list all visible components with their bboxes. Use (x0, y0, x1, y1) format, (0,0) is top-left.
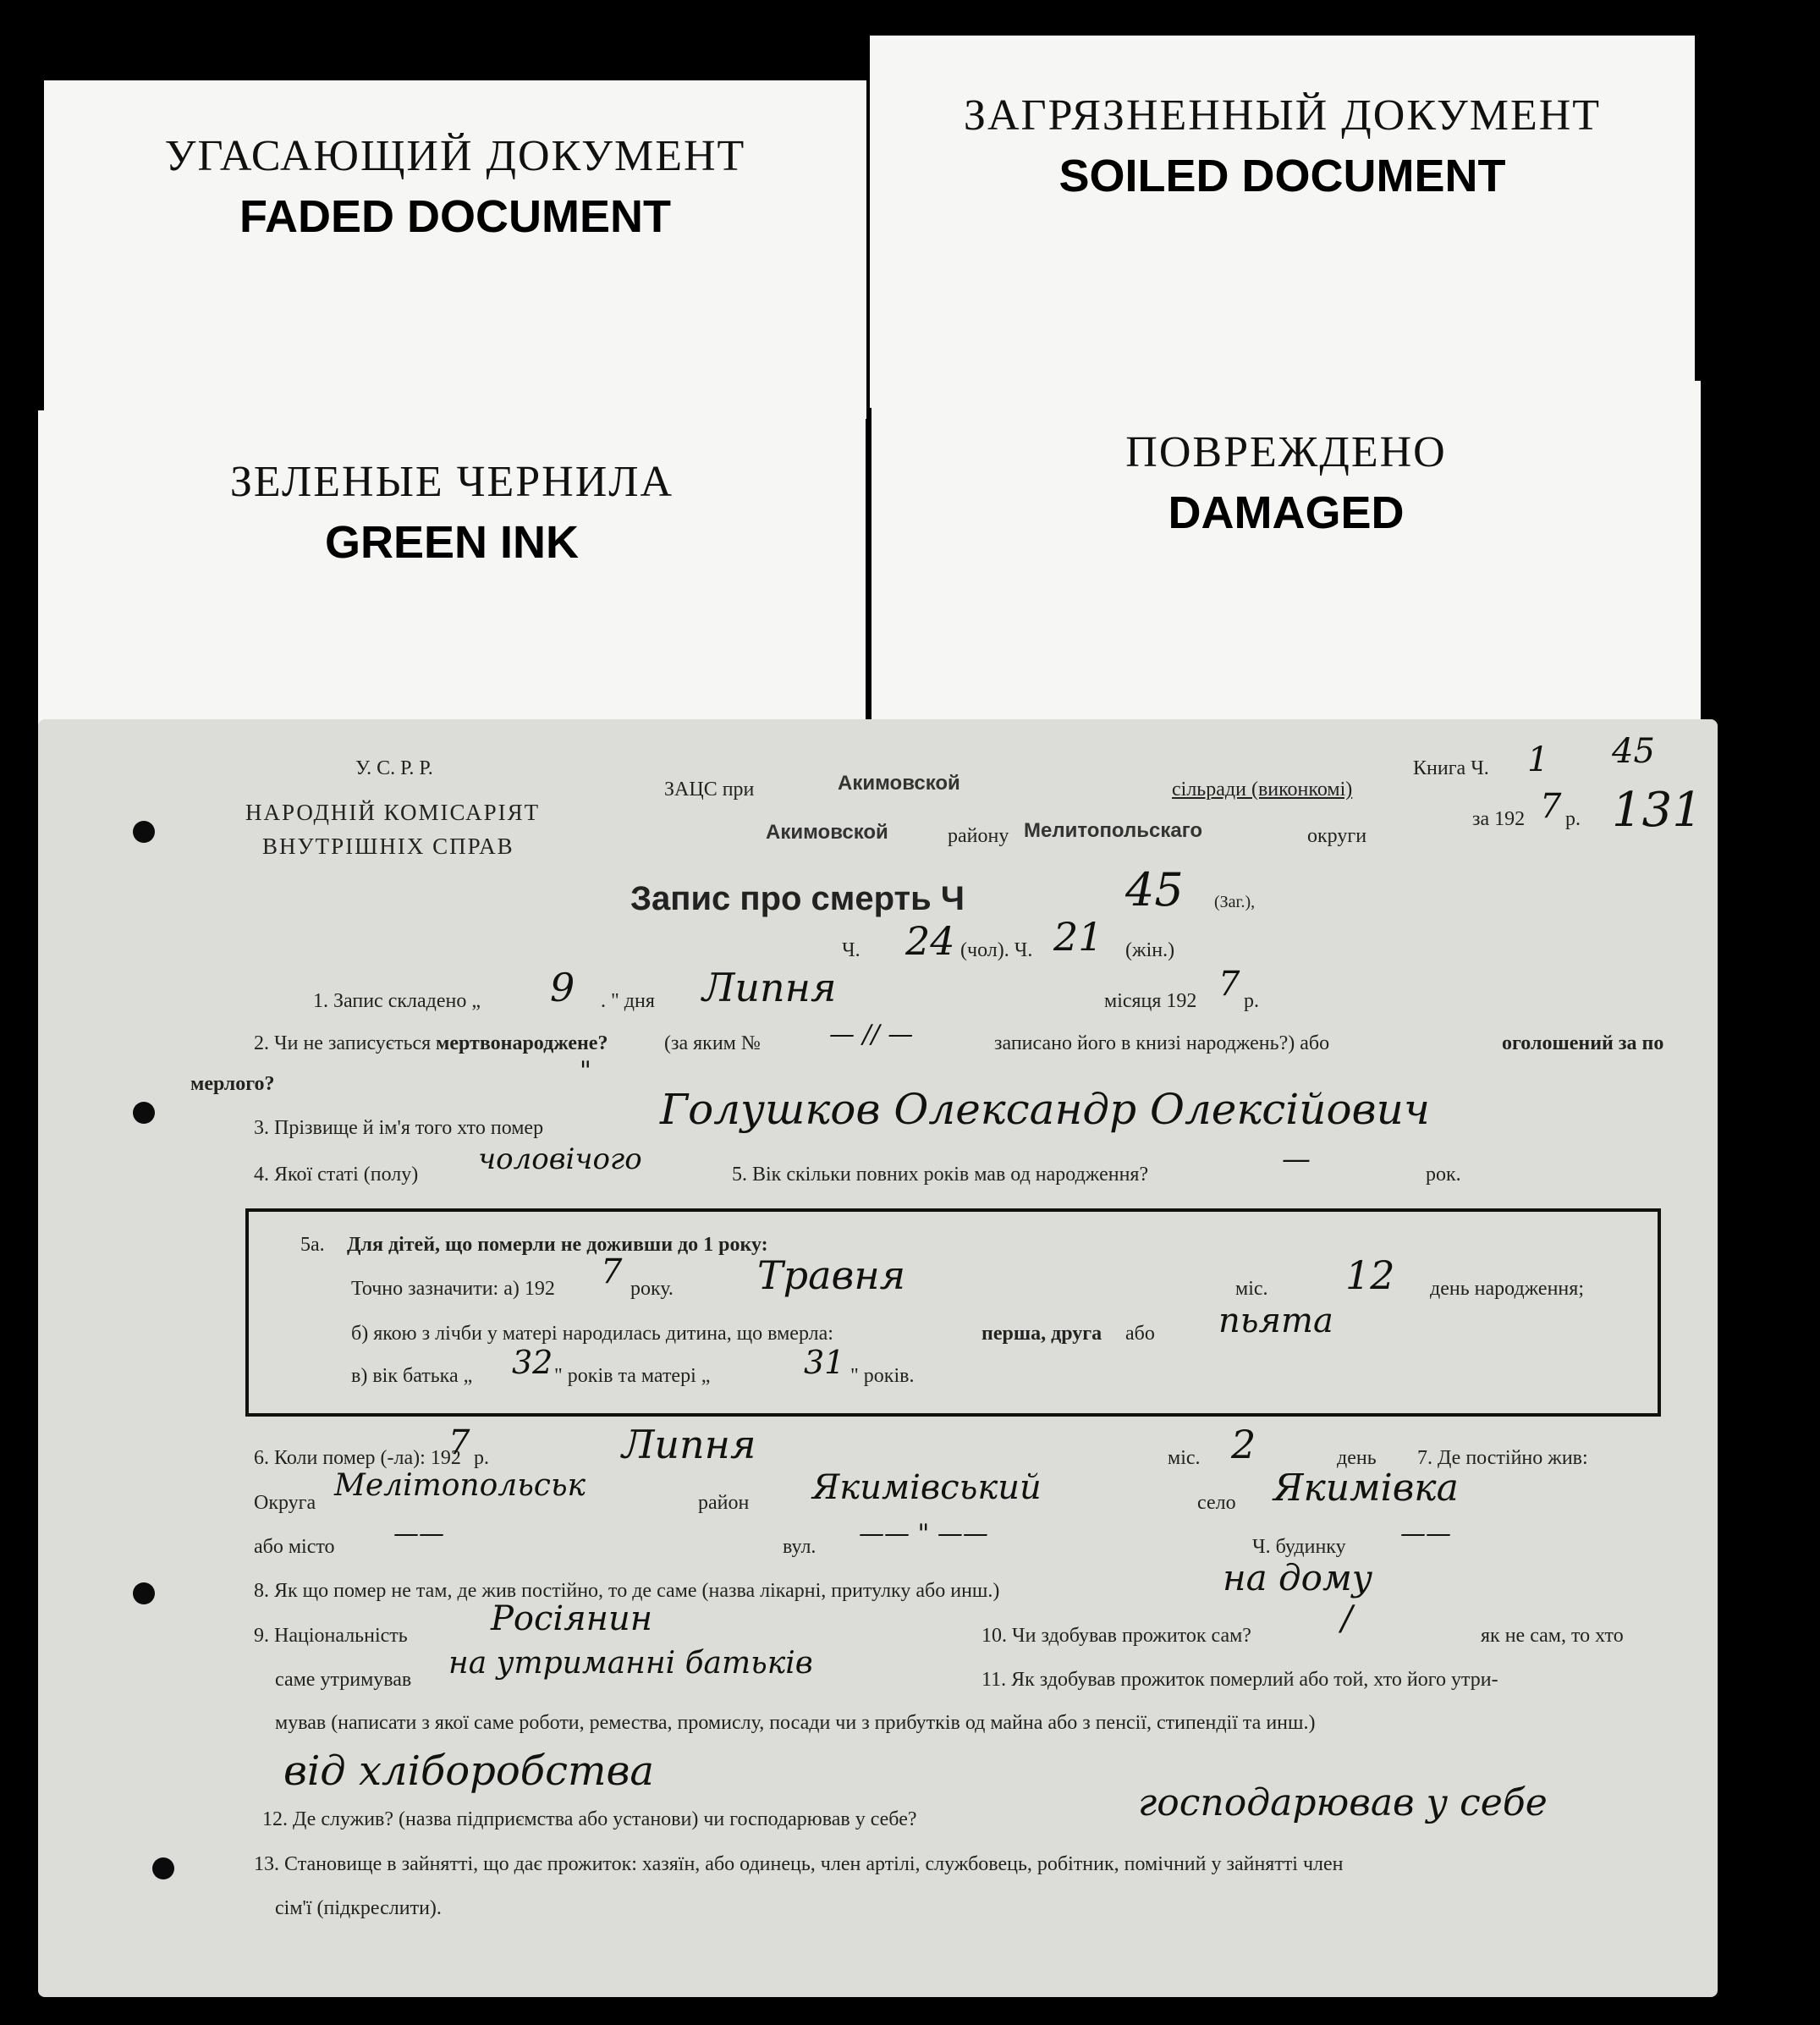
stamp-village: Акимовской (838, 772, 960, 795)
f11-value: від хліборобства (283, 1747, 655, 1795)
f5a-c-father: 32 (512, 1344, 553, 1381)
label-card-damaged (872, 381, 1701, 736)
label-card-green-ink (38, 410, 866, 732)
f5a-b-value: пьята (1218, 1301, 1333, 1340)
f6-year-suffix: р. (474, 1447, 489, 1469)
f5a-a-label: Точно зазначити: а) 192 (351, 1278, 555, 1300)
f3-label: 3. Прізвище й ім'я того хто помер (254, 1117, 544, 1139)
f7-label: 7. Де постійно жив: (1417, 1447, 1588, 1469)
header-commissariat-2: ВНУТРІШНІХ СПРАВ (262, 834, 514, 859)
f5a-a-month: Травня (757, 1252, 906, 1298)
punch-hole (133, 1582, 155, 1604)
f11-label-b: мував (написати з якої саме роботи, ремества, промислу, посади чи з прибутків од майна або з пенсії, стипендії та инш.) (275, 1712, 1316, 1734)
f6-label: 6. Коли помер (-ла): 192 (254, 1447, 461, 1469)
f5-label: 5. Вік скільки повних років мав од народження? (732, 1164, 1149, 1186)
f11-label: 11. Як здобував прожиток померлий або той, хто його утри- (981, 1669, 1498, 1691)
f5a-c-mid: " років та матері „ (554, 1365, 711, 1387)
f5a-a-day-label: день народження; (1430, 1278, 1584, 1300)
label-card-soiled (870, 36, 1695, 408)
f1-day: 9 (550, 965, 575, 1010)
f2-label-c: (за яким № (664, 1032, 761, 1054)
f2-label-e: оголошений за по (1502, 1032, 1664, 1054)
f1-month: Липня (702, 965, 837, 1010)
death-record-form (38, 719, 1718, 1997)
f5a-c-label: в) вік батька „ (351, 1365, 473, 1387)
f4-value: чоловічого (478, 1142, 642, 1176)
f10-label: 10. Чи здобував прожиток сам? (981, 1625, 1251, 1647)
punch-hole (133, 821, 155, 843)
f5-value: — (1282, 1142, 1311, 1176)
book-number-2: 45 (1612, 732, 1655, 771)
f5a-b-label: б) якою з лічби у матері народилась дитина, що вмерла: (351, 1323, 833, 1345)
card-green-en: GREEN INK (324, 517, 580, 568)
f5a-a-mis: міс. (1235, 1278, 1268, 1300)
f10-supporter-label: саме утримував (275, 1669, 412, 1691)
f1-year-digit: 7 (1218, 965, 1240, 1004)
f7-house-label: Ч. будинку (1252, 1536, 1346, 1558)
book-label: Книга Ч. (1413, 757, 1489, 779)
card-faded-ru: УГАСАЮЩИЙ ДОКУМЕНТ (164, 132, 746, 180)
f1-day-suffix: . " дня (601, 990, 655, 1012)
f6-day: 2 (1231, 1422, 1256, 1467)
stamp-rayon: Акимовской (766, 821, 888, 844)
f9-value: Росіянин (491, 1599, 653, 1638)
f5a-a-day: 12 (1345, 1252, 1395, 1298)
f7-selo: Якимівка (1273, 1466, 1459, 1510)
title-zag: (Заг.), (1214, 893, 1256, 911)
f9-label: 9. Національність (254, 1625, 408, 1647)
silrady-label: сільради (виконкомі) (1172, 779, 1353, 801)
male-number: 24 (905, 918, 955, 964)
f12-label: 12. Де служив? (назва підприємства або установи) чи господарював у себе? (262, 1808, 917, 1830)
card-green-ru: ЗЕЛЕНЫЕ ЧЕРНИЛА (229, 458, 674, 506)
f10-value: / (1341, 1599, 1353, 1638)
f7-okruga: Мелітопольськ (334, 1468, 586, 1503)
f6-month: Липня (622, 1422, 756, 1467)
f6-day-label: день (1337, 1447, 1377, 1469)
f5a-c-end: " років. (850, 1365, 915, 1387)
female-number: 21 (1053, 914, 1103, 960)
card-damaged-en: DAMAGED (1168, 487, 1405, 538)
f7-selo-label: село (1197, 1492, 1236, 1514)
f5a-title-num: 5а. (300, 1234, 325, 1256)
f6-year-digit: 7 (448, 1423, 470, 1462)
card-soiled-en: SOILED DOCUMENT (1058, 151, 1506, 201)
card-damaged-ru: ПОВРЕЖДЕНО (1125, 428, 1447, 476)
f7-vul-label: вул. (783, 1536, 817, 1558)
f5a-b-abo: або (1125, 1323, 1155, 1345)
card-faded-en: FADED DOCUMENT (239, 191, 671, 242)
punch-hole (152, 1857, 174, 1879)
header-commissariat-1: НАРОДНІЙ КОМІСАРІЯТ (245, 800, 541, 825)
f13-label: 13. Становище в зайнятті, що дає прожиток: хазяїн, або одинець, член артілі, службовець, робітник, помічний у зайнятті член (254, 1853, 1344, 1875)
record-number: 45 (1125, 863, 1184, 916)
book-number: 1 (1527, 740, 1549, 779)
okrug-label: округи (1307, 825, 1367, 847)
f10-label-b: як не сам, то хто (1481, 1625, 1624, 1647)
f6-mis: міс. (1168, 1447, 1201, 1469)
f3-value: Голушков Олександр Олексійович (660, 1085, 1430, 1134)
f5-unit: рок. (1426, 1164, 1461, 1186)
f7-rayon: Якимівський (812, 1468, 1042, 1507)
f5a-a-roku: року. (630, 1278, 674, 1300)
f7-house: —— (1400, 1519, 1451, 1549)
title-zhin: (жін.) (1125, 939, 1175, 961)
f1-label: 1. Запис складено „ (313, 990, 481, 1012)
zags-label: ЗАЦС при (664, 779, 755, 801)
stamp-okrug: Мелитопольскаго (1024, 819, 1203, 842)
f4-label: 4. Якої статі (полу) (254, 1164, 419, 1186)
f10-supporter-value: на утриманні батьків (448, 1646, 813, 1681)
f1-year-suffix: р. (1244, 990, 1259, 1012)
card-soiled-ru: ЗАГРЯЗНЕННЫЙ ДОКУМЕНТ (963, 91, 1602, 140)
f7-misto-label: або місто (254, 1536, 335, 1558)
f12-value: господарював у себе (1138, 1781, 1548, 1824)
punch-hole (133, 1102, 155, 1124)
label-card-faded (44, 80, 866, 419)
f1-month-label: місяця 192 (1104, 990, 1197, 1012)
f5a-c-mother: 31 (804, 1344, 845, 1381)
f2-value: — // — (829, 1020, 914, 1049)
title-chol: (чол). Ч. (960, 939, 1033, 961)
rayon-label: району (948, 825, 1009, 847)
folio-number: 131 (1612, 783, 1702, 838)
f13-label-b: сім'ї (підкреслити). (275, 1897, 442, 1919)
form-title: Запис про смерть Ч (630, 880, 965, 917)
f7-misto: —— (393, 1519, 444, 1549)
f2-label-f: мерлого? (190, 1073, 275, 1095)
title-ch: Ч. (842, 939, 861, 961)
f8-value: на дому (1223, 1557, 1373, 1599)
f7-okruga-label: Округа (254, 1492, 316, 1514)
header-year-suffix: р. (1565, 808, 1581, 830)
f5a-title: Для дітей, що померли не доживши до 1 року: (347, 1234, 768, 1256)
f5a-b-options: перша, друга (981, 1323, 1102, 1345)
f5a-a-year: 7 (601, 1252, 623, 1291)
f2-label-b: мертвонароджене? (436, 1032, 608, 1054)
header-usrr: У. С. Р. Р. (355, 757, 433, 779)
f7-rayon-label: район (698, 1492, 750, 1514)
f2-label-d: записано його в книзі народжень?) або (994, 1032, 1330, 1054)
f7-vul: —— " —— (859, 1519, 988, 1549)
f2-label-a: 2. Чи не записується (254, 1032, 432, 1054)
f8-label: 8. Як що помер не там, де жив постійно, то де саме (назва лікарні, притулку або инш.) (254, 1580, 1000, 1602)
f2-value-2: " (580, 1056, 591, 1086)
year-label: за 192 (1472, 808, 1526, 830)
header-year-digit: 7 (1540, 787, 1562, 826)
